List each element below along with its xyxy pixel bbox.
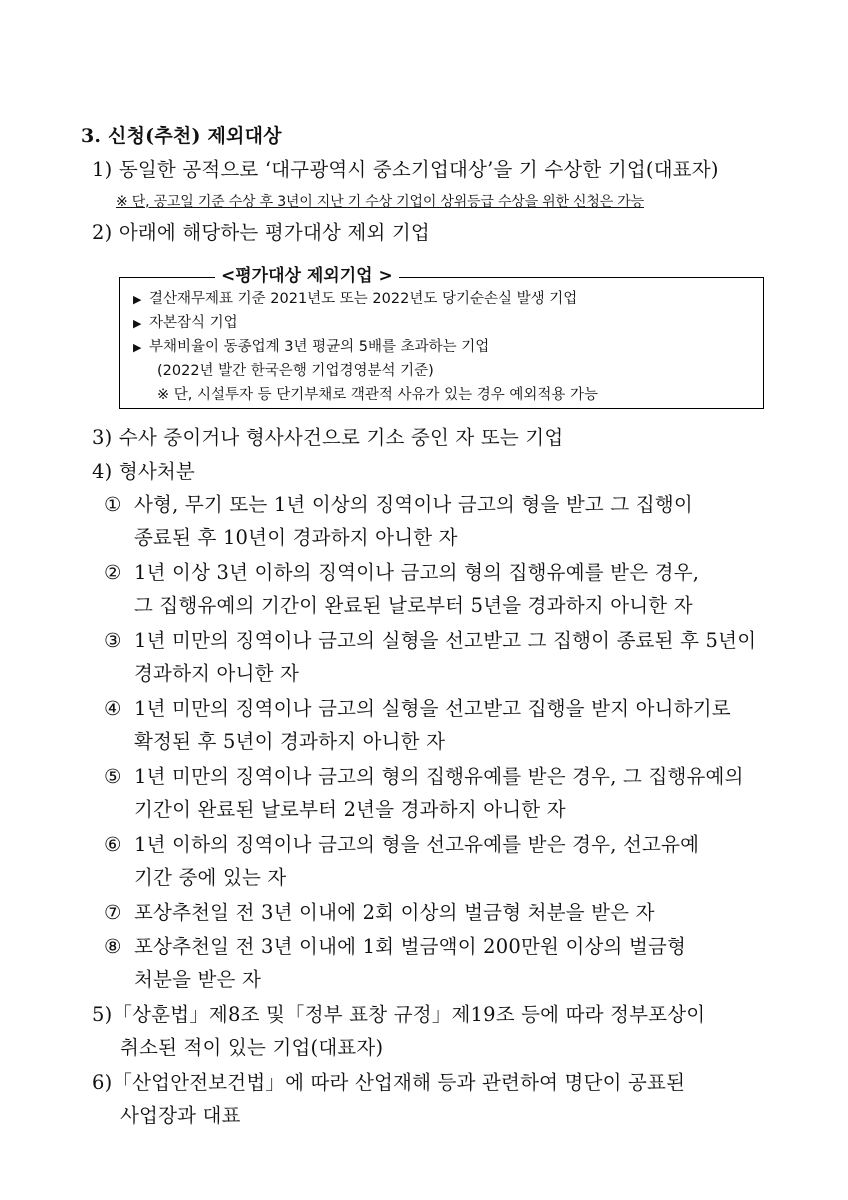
section-title: 3. 신청(추천) 제외대상 xyxy=(81,125,282,147)
item-1-note: ※ 단, 공고일 기준 수상 후 3년이 지난 기 수상 기업이 상위등급 수상을 위한 신청은 가능 xyxy=(116,194,644,210)
item-5-cont: 취소된 적이 있는 기업(대표자) xyxy=(120,1036,384,1059)
item-2: 2) 아래에 해당하는 평가대상 제외 기업 xyxy=(92,221,430,244)
box-note: ※ 단, 시설투자 등 단기부채로 객관적 사유가 있는 경우 예외적용 가능 xyxy=(157,387,599,403)
bullet-triangle-icon: ▶ xyxy=(133,317,142,330)
sub-item-4-cont: 확정된 후 5년이 경과하지 아니한 자 xyxy=(134,730,446,753)
bullet-triangle-icon: ▶ xyxy=(133,341,142,354)
item-5: 5)「상훈법」제8조 및「정부 표창 규정」제19조 등에 따라 정부포상이 xyxy=(92,1003,706,1026)
item-6: 6)「산업안전보건법」에 따라 산업재해 등과 관련하여 명단이 공표된 xyxy=(92,1071,686,1094)
sub-item-8: ⑧ 포상추천일 전 3년 이내에 1회 벌금액이 200만원 이상의 벌금형 xyxy=(104,935,687,958)
box-line-3: ▶ 부채비율이 동종업계 3년 평균의 5배를 초과하는 기업 xyxy=(133,336,489,359)
sub-item-1: ① 사형, 무기 또는 1년 이상의 징역이나 금고의 형을 받고 그 집행이 xyxy=(104,493,693,516)
sub-item-1-cont: 종료된 후 10년이 경과하지 아니한 자 xyxy=(134,526,458,549)
sub-item-8-cont: 처분을 받은 자 xyxy=(134,968,262,991)
sub-item-5: ⑤ 1년 미만의 징역이나 금고의 형의 집행유예를 받은 경우, 그 집행유예의 xyxy=(104,765,744,788)
box-line-2: ▶ 자본잠식 기업 xyxy=(133,312,238,335)
item-6-cont: 사업장과 대표 xyxy=(120,1104,241,1127)
sub-item-2: ② 1년 이상 3년 이하의 징역이나 금고의 형의 집행유예를 받은 경우, xyxy=(104,561,700,584)
sub-item-5-cont: 기간이 완료된 날로부터 2년을 경과하지 아니한 자 xyxy=(134,798,566,821)
sub-item-4: ④ 1년 미만의 징역이나 금고의 실형을 선고받고 집행을 받지 아니하기로 xyxy=(104,697,731,720)
item-3: 3) 수사 중이거나 형사사건으로 기소 중인 자 또는 기업 xyxy=(92,426,564,449)
bullet-triangle-icon: ▶ xyxy=(133,293,142,306)
sub-item-3-cont: 경과하지 아니한 자 xyxy=(134,662,300,685)
sub-item-2-cont: 그 집행유예의 기간이 완료된 날로부터 5년을 경과하지 아니한 자 xyxy=(134,594,693,617)
sub-item-6-cont: 기간 중에 있는 자 xyxy=(134,866,287,889)
exclusion-box-title: <평가대상 제외기업 > xyxy=(215,263,399,289)
item-1: 1) 동일한 공적으로 ‘대구광역시 중소기업대상’을 기 수상한 기업(대표자) xyxy=(92,158,719,181)
box-sub: (2022년 발간 한국은행 기업경영분석 기준) xyxy=(157,363,434,379)
box-line-1: ▶ 결산재무제표 기준 2021년도 또는 2022년도 당기순손실 발생 기업 xyxy=(133,288,577,311)
sub-item-7: ⑦ 포상추천일 전 3년 이내에 2회 이상의 벌금형 처분을 받은 자 xyxy=(104,901,655,924)
sub-item-6: ⑥ 1년 이하의 징역이나 금고의 형을 선고유예를 받은 경우, 선고유예 xyxy=(104,833,700,856)
sub-item-3: ③ 1년 미만의 징역이나 금고의 실형을 선고받고 그 집행이 종료된 후 5년이 xyxy=(104,629,757,652)
item-4: 4) 형사처분 xyxy=(92,460,195,483)
